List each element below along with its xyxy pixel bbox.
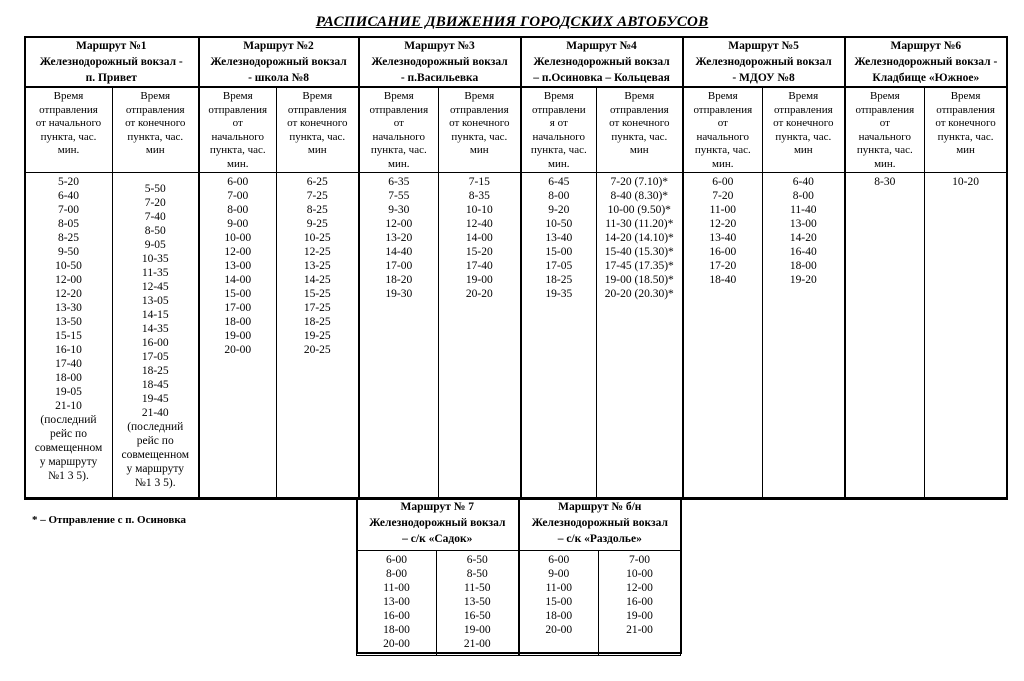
time-cell: 6-00 <box>548 554 570 566</box>
time-cell: 7-20 <box>712 190 734 202</box>
time-cell: 17-00 <box>385 260 413 272</box>
time-cell: 13-40 <box>545 232 573 244</box>
time-cell: 6-00 <box>227 176 249 188</box>
column-header-departure-end <box>763 87 845 173</box>
route-header-line: п. Привет <box>85 72 137 84</box>
end-times-column <box>437 551 519 656</box>
time-cell: 14-15 <box>141 309 169 321</box>
time-cell: 17-40 <box>465 260 493 272</box>
column-header-departure-start <box>845 87 925 173</box>
time-cell: 6-00 <box>712 176 734 188</box>
time-cell: 15-00 <box>224 288 252 300</box>
time-cell: 19-00 <box>463 624 491 636</box>
time-cell: 21-40 <box>141 407 169 419</box>
time-cell: 14-00 <box>224 274 252 286</box>
time-cell: 10-25 <box>303 232 331 244</box>
time-cell: 19-30 <box>385 288 413 300</box>
time-cell: 16-00 <box>141 337 169 349</box>
time-cell: 17-45 (17.35)* <box>604 260 674 272</box>
time-cell: 13-30 <box>55 302 82 314</box>
column-header-line: мин. <box>227 157 249 170</box>
route-header-line: Железнодорожный вокзал <box>369 517 506 529</box>
time-cell: 10-10 <box>465 204 493 216</box>
time-cell: 7-20 <box>144 197 166 209</box>
time-cell: 19-00 <box>626 610 653 622</box>
route-header-line: - школа №8 <box>248 72 309 84</box>
route-header-line: Маршрут №2 <box>243 40 314 52</box>
time-cell: 15-00 <box>545 246 573 258</box>
column-header-line: пункта, час. <box>611 130 668 143</box>
column-header-line: Время <box>302 90 333 102</box>
schedule-table <box>24 36 1007 498</box>
route-header <box>25 37 199 88</box>
time-cell: 21-10 <box>55 400 82 412</box>
time-cell: 9-05 <box>144 239 166 251</box>
time-cell: 8-00 <box>227 204 249 216</box>
time-cell: 18-25 <box>303 316 331 328</box>
time-cell: 15-00 <box>545 596 573 608</box>
column-header-line: отправления <box>693 103 753 116</box>
time-cell: 20-20 (20.30)* <box>604 288 674 300</box>
time-cell: 15-25 <box>303 288 331 300</box>
start-times-column <box>359 173 439 498</box>
time-cell: 18-25 <box>545 274 573 286</box>
column-header-line: отправления <box>39 103 98 116</box>
time-cell: 11-00 <box>709 204 736 216</box>
route-header-line: Маршрут №3 <box>404 40 475 52</box>
column-header-departure-end <box>925 87 1007 173</box>
time-cell: 13-40 <box>709 232 737 244</box>
time-cell: 20-20 <box>465 288 493 300</box>
time-cell: 8-25 <box>57 232 80 244</box>
time-cell: 8-30 <box>874 176 896 188</box>
route-header-line: Кладбище «Южное» <box>872 72 980 84</box>
time-cell: 20-00 <box>383 638 410 650</box>
column-header-line: пункта, час. <box>209 144 266 156</box>
time-cell: 14-20 <box>789 232 817 244</box>
column-header-line: пункта, час. <box>370 144 427 156</box>
time-cell: №1 3 5). <box>134 477 176 489</box>
column-header-line: от конечного <box>449 117 510 129</box>
time-cell: 18-00 <box>383 624 410 636</box>
route-header-line: Маршрут № 7 <box>400 501 474 513</box>
start-times-column <box>521 173 597 498</box>
time-cell: 11-35 <box>142 267 169 279</box>
column-header-line: отправления <box>208 103 268 116</box>
route-header-line: Железнодорожный вокзал <box>533 56 670 68</box>
time-cell: 8-25 <box>306 204 328 216</box>
time-cell: 11-30 (11.20)* <box>605 218 674 230</box>
time-cell: 12-00 <box>224 246 252 258</box>
time-cell: совмещенном <box>34 442 103 454</box>
time-cell: 10-20 <box>952 176 979 188</box>
column-header-line: мин. <box>712 157 734 170</box>
start-times-column <box>357 551 437 656</box>
time-cell: 19-00 <box>224 330 252 342</box>
time-cell: 13-00 <box>789 218 817 230</box>
time-cell: 9-50 <box>57 246 80 258</box>
column-header-line: мин. <box>388 157 410 170</box>
time-cell: 6-35 <box>388 176 410 188</box>
column-header-departure-start <box>359 87 439 173</box>
route-header-line: Маршрут №4 <box>566 40 637 52</box>
time-cell: 19-05 <box>55 386 82 398</box>
time-cell: 17-40 <box>55 358 82 370</box>
time-cell: 8-00 <box>548 190 570 202</box>
time-cell: 18-00 <box>789 260 817 272</box>
column-header-line: начального <box>211 130 264 143</box>
time-cell: 17-25 <box>303 302 331 314</box>
route-header-line: Железнодорожный вокзал <box>371 56 508 68</box>
route-header-line: – п.Осиновка – Кольцевая <box>533 72 670 84</box>
start-times-column <box>25 173 113 498</box>
time-cell: у маршруту <box>39 456 98 468</box>
time-cell: 10-35 <box>141 253 169 265</box>
time-cell: 13-05 <box>141 295 169 307</box>
time-cell: 12-25 <box>303 246 331 258</box>
time-cell: 9-20 <box>548 204 570 216</box>
time-cell: 5-20 <box>57 176 80 188</box>
time-cell: 15-40 (15.30)* <box>604 246 674 258</box>
time-cell: 18-00 <box>55 372 82 384</box>
column-header-line: от конечного <box>125 117 186 129</box>
route-header-line: - МДОУ №8 <box>732 72 795 84</box>
column-header-line: от конечного <box>609 117 670 129</box>
column-header-line: пункта, час. <box>530 144 587 156</box>
end-times-column <box>277 173 359 498</box>
time-cell: 8-00 <box>792 190 814 202</box>
time-cell: 12-20 <box>55 288 82 300</box>
column-header-departure-end <box>277 87 359 173</box>
route-header <box>683 37 845 88</box>
time-cell: 13-50 <box>463 596 491 608</box>
time-cell: 7-15 <box>468 176 490 188</box>
time-cell: 7-00 <box>628 554 651 566</box>
column-header-line: мин <box>469 144 489 156</box>
time-cell: 10-00 (9.50)* <box>607 204 671 216</box>
route-header-line: Железнодорожный вокзал <box>210 56 347 68</box>
time-cell: 14-00 <box>465 232 493 244</box>
time-cell: 14-25 <box>303 274 331 286</box>
time-cell: 13-20 <box>385 232 413 244</box>
column-header-line: мин <box>145 144 165 156</box>
time-cell: 6-50 <box>466 554 488 566</box>
column-header-line: начального <box>696 130 750 143</box>
time-cell: рейс по <box>136 435 174 447</box>
time-cell: 5-50 <box>144 183 166 195</box>
time-cell: 12-20 <box>709 218 737 230</box>
column-header-departure-start <box>199 87 277 173</box>
time-cell: 19-25 <box>303 330 331 342</box>
time-cell: 7-20 (7.10)* <box>610 176 669 188</box>
time-cell: совмещенном <box>121 449 190 461</box>
column-header-line: пункта, час. <box>775 130 832 143</box>
column-header-line: Время <box>222 90 253 102</box>
page-title: РАСПИСАНИЕ ДВИЖЕНИЯ ГОРОДСКИХ АВТОБУСОВ <box>315 14 709 30</box>
column-header-departure-start <box>25 87 113 173</box>
time-cell: 19-00 <box>465 274 493 286</box>
time-cell: 14-40 <box>385 246 413 258</box>
end-times-column <box>597 173 683 498</box>
time-cell: 6-40 <box>57 190 80 202</box>
column-header-line: мин <box>307 144 327 156</box>
time-cell: 13-00 <box>224 260 252 272</box>
time-cell: 17-20 <box>709 260 737 272</box>
column-header-line: отправления <box>449 103 509 116</box>
column-header-line: от <box>393 117 404 129</box>
column-header-line: Время <box>543 90 574 102</box>
time-cell: 17-05 <box>141 351 169 363</box>
column-header-line: пункта, час. <box>289 130 346 143</box>
time-cell: 10-00 <box>224 232 252 244</box>
time-cell: 11-00 <box>383 582 410 594</box>
column-header-line: Время <box>869 90 900 102</box>
time-cell: 12-00 <box>385 218 413 230</box>
end-times-column <box>599 551 681 656</box>
column-header-line: Время <box>707 90 738 102</box>
time-cell: 6-40 <box>792 176 814 188</box>
time-cell: 6-45 <box>548 176 570 188</box>
time-cell: 17-00 <box>224 302 252 314</box>
column-header-line: отправления <box>369 103 429 116</box>
column-header-line: отправления <box>125 103 185 116</box>
column-header-line: пункта, час. <box>694 144 751 156</box>
time-cell: 7-00 <box>57 204 80 216</box>
time-cell: 13-50 <box>55 316 82 328</box>
route-header-line: Маршрут №6 <box>890 40 962 52</box>
column-header-line: Время <box>624 90 655 102</box>
route-header-line: Железнодорожный вокзал <box>695 56 832 68</box>
route-header <box>521 37 683 88</box>
column-header-line: Время <box>53 90 84 102</box>
time-cell: 18-00 <box>224 316 252 328</box>
time-cell: 16-00 <box>626 596 653 608</box>
time-cell: 9-30 <box>388 204 410 216</box>
route-header-line: - п.Васильевка <box>400 72 479 84</box>
column-header-line: пункта, час. <box>451 130 508 143</box>
time-cell: 11-40 <box>790 204 817 216</box>
column-header-departure-end <box>439 87 521 173</box>
column-header-line: Время <box>950 90 981 102</box>
column-header-departure-start <box>521 87 597 173</box>
route-header-line: Маршрут № б/н <box>558 501 642 513</box>
end-times-column <box>439 173 521 498</box>
time-cell: №1 3 5). <box>48 470 89 482</box>
column-header-departure-start <box>683 87 763 173</box>
time-cell: 18-45 <box>141 379 169 391</box>
route-header-line: Железнодорожный вокзал - <box>854 56 998 68</box>
column-header-line: начального <box>858 130 912 143</box>
time-cell: 10-50 <box>545 218 573 230</box>
column-header-line: мин <box>793 144 813 156</box>
time-cell: 9-25 <box>306 218 328 230</box>
column-header-line: от <box>232 117 243 129</box>
time-cell: 14-35 <box>141 323 169 335</box>
column-header-departure-end <box>597 87 683 173</box>
time-cell: 8-05 <box>57 218 80 230</box>
time-cell: 18-40 <box>709 274 737 286</box>
column-header-line: Время <box>788 90 819 102</box>
time-cell: 10-50 <box>55 260 82 272</box>
time-cell: 15-20 <box>465 246 493 258</box>
time-cell: 9-00 <box>548 568 570 580</box>
start-times-column <box>199 173 277 498</box>
column-header-line: Время <box>383 90 414 102</box>
column-header-line: отправления <box>936 103 995 116</box>
time-cell: 13-00 <box>383 596 410 608</box>
time-cell: 19-00 (18.50)* <box>604 274 674 286</box>
column-header-departure-end <box>113 87 199 173</box>
time-cell: 8-00 <box>385 568 408 580</box>
time-cell: рейс по <box>50 428 87 440</box>
route-header-line: – с/к «Садок» <box>402 533 473 545</box>
time-cell: 17-05 <box>545 260 573 272</box>
column-header-line: начального <box>532 130 586 143</box>
column-header-line: отправления <box>609 103 669 116</box>
route-header-line: Железнодорожный вокзал <box>531 517 668 529</box>
time-cell: 7-00 <box>227 190 249 202</box>
start-times-column <box>845 173 925 498</box>
column-header-line: мин. <box>57 144 80 156</box>
time-cell: 20-00 <box>224 344 252 356</box>
route-header-line: Маршрут №1 <box>75 40 147 52</box>
column-header-line: начального <box>372 130 426 143</box>
column-header-line: отправления <box>287 103 347 116</box>
time-cell: 18-25 <box>141 365 169 377</box>
column-header-line: я от <box>549 117 568 129</box>
route-header <box>359 37 521 88</box>
time-cell: 14-20 (14.10)* <box>604 232 674 244</box>
time-cell: 10-00 <box>626 568 653 580</box>
column-header-line: от конечного <box>935 117 996 129</box>
time-cell: 9-00 <box>227 218 249 230</box>
route-header <box>357 498 519 551</box>
time-cell: 7-55 <box>388 190 410 202</box>
time-cell: 6-00 <box>385 554 408 566</box>
time-cell: (последний <box>40 414 97 426</box>
column-header-line: от конечного <box>773 117 834 129</box>
column-header-line: отправления <box>773 103 833 116</box>
route-header <box>519 498 681 551</box>
route-header-line: – с/к «Раздолье» <box>557 533 642 545</box>
column-header-line: отправлени <box>531 103 586 116</box>
time-cell: 8-35 <box>468 190 490 202</box>
time-cell: 19-45 <box>141 393 169 405</box>
time-cell: у маршруту <box>126 463 185 475</box>
time-cell: 16-40 <box>789 246 817 258</box>
footnote: * – Отправление с п. Осиновка <box>32 514 186 526</box>
time-cell: 20-25 <box>303 344 331 356</box>
column-header-line: мин <box>629 144 649 156</box>
column-header-line: пункта, час. <box>856 144 913 156</box>
time-cell: 18-20 <box>385 274 413 286</box>
route-header-line: Маршрут №5 <box>728 40 799 52</box>
time-cell: 6-25 <box>306 176 328 188</box>
column-header-line: от <box>879 117 890 129</box>
time-cell: 16-00 <box>709 246 737 258</box>
route-header <box>845 37 1007 88</box>
time-cell: 16-00 <box>383 610 410 622</box>
column-header-line: мин. <box>548 157 570 170</box>
time-cell: 12-00 <box>55 274 82 286</box>
time-cell: 13-25 <box>303 260 331 272</box>
end-times-column <box>763 173 845 498</box>
time-cell: 15-15 <box>55 330 82 342</box>
time-cell: 21-00 <box>626 624 653 636</box>
column-header-line: мин <box>956 144 975 156</box>
start-times-column <box>519 551 599 656</box>
time-cell: 12-45 <box>141 281 169 293</box>
column-header-line: мин. <box>874 157 896 170</box>
time-cell: 19-20 <box>789 274 817 286</box>
schedule-table-extra <box>356 497 681 656</box>
column-header-line: от <box>717 117 728 129</box>
time-cell: 16-50 <box>463 610 491 622</box>
column-header-line: пункта, час. <box>937 130 994 143</box>
column-header-line: от начального <box>35 117 102 129</box>
time-cell: 8-50 <box>466 568 488 580</box>
time-cell: 19-35 <box>545 288 573 300</box>
time-cell: 20-00 <box>545 624 573 636</box>
route-header-line: Железнодорожный вокзал - <box>39 56 183 68</box>
time-cell: 12-40 <box>465 218 493 230</box>
column-header-line: от конечного <box>287 117 348 129</box>
column-header-line: отправления <box>855 103 915 116</box>
column-header-line: Время <box>464 90 495 102</box>
time-cell: 8-50 <box>144 225 166 237</box>
time-cell: (последний <box>127 421 184 433</box>
start-times-column <box>683 173 763 498</box>
time-cell: 11-50 <box>464 582 491 594</box>
time-cell: 21-00 <box>463 638 491 650</box>
column-header-line: пункта, час. <box>127 130 184 143</box>
time-cell: 18-00 <box>545 610 573 622</box>
route-header <box>199 37 359 88</box>
column-header-line: Время <box>140 90 171 102</box>
time-cell: 16-10 <box>55 344 82 356</box>
end-times-column <box>925 173 1007 498</box>
column-header-line: пункта, час. <box>40 130 97 143</box>
time-cell: 12-00 <box>626 582 653 594</box>
end-times-column <box>113 173 199 498</box>
time-cell: 7-25 <box>306 190 328 202</box>
time-cell: 8-40 (8.30)* <box>610 190 669 202</box>
time-cell: 11-00 <box>545 582 572 594</box>
time-cell: 7-40 <box>144 211 166 223</box>
